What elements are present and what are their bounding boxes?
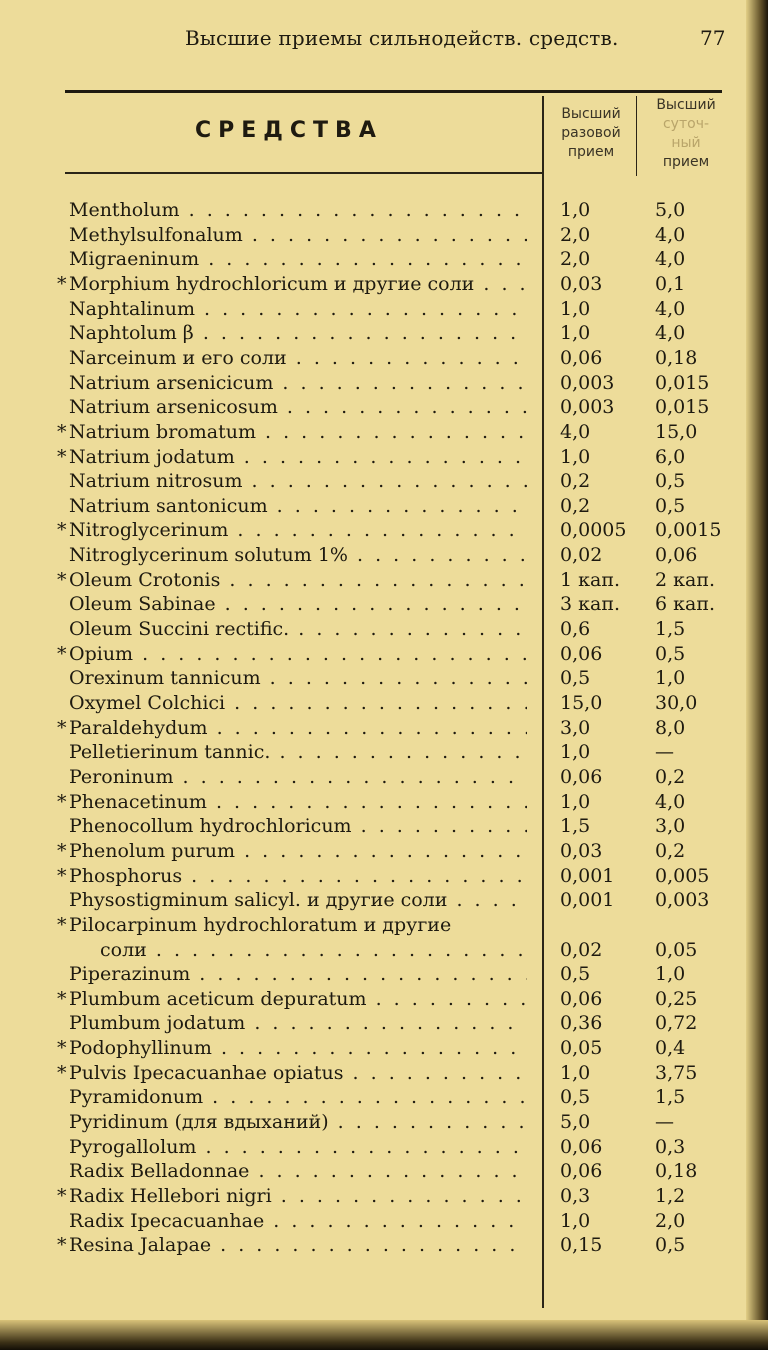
remedy-name: Mentholum . . . — [69, 198, 527, 223]
single-dose-value: 1,0 — [560, 1209, 591, 1232]
remedy-name: Morphium hydrochloricum и другие соли . . . — [69, 272, 527, 297]
column-header-remedies: СРЕДСТВА — [195, 118, 383, 143]
single-dose-value: 2,0 — [560, 248, 591, 271]
single-dose-value: 5,0 — [560, 1111, 591, 1134]
poison-mark: * — [57, 420, 67, 443]
table-row — [0, 1110, 768, 1135]
daily-dose-value: 0,06 — [655, 544, 698, 567]
poison-mark: * — [57, 1185, 67, 1207]
daily-dose-value: 0,3 — [655, 1135, 686, 1158]
daily-dose-value: 6,0 — [655, 445, 686, 468]
poison-mark: * — [57, 272, 67, 295]
remedy-name: Radix Ipecacuanhae . . . — [69, 1209, 527, 1234]
header-line: суточ- — [662, 116, 710, 132]
single-dose-value: 0,06 — [560, 987, 603, 1010]
daily-dose-value: 0,18 — [655, 346, 698, 369]
header-line: ный — [671, 135, 701, 151]
poison-mark: * — [57, 568, 67, 591]
page-bottom-shadow — [0, 1320, 768, 1350]
table-row — [0, 247, 768, 272]
header-bottom-rule — [65, 172, 543, 174]
column-divider — [636, 96, 637, 176]
remedy-name: Pilocarpinum hydrochloratum и другие — [69, 913, 452, 936]
remedy-name: Natrium arsenicosum . . . — [69, 395, 527, 420]
table-row — [0, 987, 768, 1012]
remedy-name: Paraldehydum . . . — [69, 716, 527, 741]
single-dose-value: 1,0 — [560, 741, 591, 764]
remedy-name: Migraeninum . . . — [69, 247, 527, 272]
single-dose-value: 0,001 — [560, 889, 615, 912]
single-dose-value: 1,0 — [560, 790, 591, 813]
table-row — [0, 272, 768, 297]
daily-dose-value: 0,18 — [655, 1160, 698, 1183]
single-dose-value: 0,06 — [560, 1160, 603, 1183]
single-dose-value: 0,5 — [560, 963, 591, 986]
daily-dose-value: 15,0 — [655, 420, 698, 443]
remedy-name: Natrium jodatum . . . — [69, 445, 527, 470]
table-row — [0, 642, 768, 667]
single-dose-value: 0,06 — [560, 642, 603, 665]
remedy-name: Phenocollum hydrochloricum . . . — [69, 814, 527, 839]
remedy-name: Nitroglycerinum . . . — [69, 518, 527, 543]
poison-mark: * — [57, 1234, 67, 1257]
table-row — [0, 469, 768, 494]
remedy-name: Pulvis Ipecacuanhae opiatus . . . — [69, 1061, 527, 1086]
remedy-name: Peroninum . . . — [69, 765, 527, 790]
table-row — [0, 592, 768, 617]
remedy-name: Phenolum purum . . . — [69, 839, 527, 864]
remedy-name: Resina Jalapae . . . — [69, 1233, 527, 1258]
single-dose-value: 0,5 — [560, 1086, 591, 1109]
poison-mark: * — [57, 1061, 67, 1084]
daily-dose-value: 2,0 — [655, 1209, 686, 1232]
single-dose-value: 0,2 — [560, 494, 591, 517]
daily-dose-value: 0,05 — [655, 938, 698, 961]
daily-dose-value: 0,003 — [655, 889, 710, 912]
table-row — [0, 691, 768, 716]
daily-dose-value: 0,0015 — [655, 519, 722, 542]
poison-mark: * — [57, 642, 67, 665]
remedy-name: Plumbum aceticum depuratum . . . — [69, 987, 527, 1012]
single-dose-value: 0,5 — [560, 667, 591, 690]
daily-dose-value: 0,5 — [655, 470, 686, 493]
table-row — [0, 1036, 768, 1061]
daily-dose-value: — — [655, 1111, 674, 1134]
table-row — [0, 814, 768, 839]
header-line: Высший — [561, 106, 621, 122]
single-dose-value: 0,3 — [560, 1185, 591, 1207]
daily-dose-value: 0,72 — [655, 1012, 698, 1035]
single-dose-value: 15,0 — [560, 692, 603, 714]
daily-dose-value: 0,5 — [655, 642, 686, 665]
remedy-name: Pyrogallolum . . . — [69, 1135, 527, 1160]
poison-mark: * — [57, 913, 67, 936]
remedy-name: Natrium nitrosum . . . — [69, 469, 527, 494]
single-dose-value: 0,06 — [560, 1135, 603, 1158]
daily-dose-value: 0,5 — [655, 494, 686, 517]
table-row — [0, 790, 768, 815]
poison-mark: * — [57, 716, 67, 739]
table-row — [0, 617, 768, 642]
daily-dose-value: 1,0 — [655, 963, 686, 986]
remedy-name: Pyramidonum . . . — [69, 1085, 527, 1110]
daily-dose-value: 3,0 — [655, 815, 686, 838]
table-row — [0, 888, 768, 913]
remedy-name: Oxymel Colchici . . . — [69, 691, 527, 716]
table-row — [0, 568, 768, 593]
table-row — [0, 913, 768, 938]
table-row — [0, 543, 768, 568]
table-row — [0, 445, 768, 470]
table-row — [0, 1061, 768, 1086]
table-row — [0, 716, 768, 741]
single-dose-value: 0,02 — [560, 938, 603, 961]
daily-dose-value: 4,0 — [655, 223, 686, 246]
table-row — [0, 321, 768, 346]
table-row — [0, 962, 768, 987]
poison-mark: * — [57, 790, 67, 813]
remedy-name: Oleum Crotonis . . . — [69, 568, 527, 593]
remedy-name: Radix Hellebori nigri . . . — [69, 1184, 527, 1209]
single-dose-value: 1,0 — [560, 199, 591, 221]
remedy-name: Oleum Sabinae . . . — [69, 592, 527, 617]
daily-dose-value: 5,0 — [655, 199, 686, 221]
single-dose-value: 3,0 — [560, 716, 591, 739]
remedy-name: Opium . . . — [69, 642, 527, 667]
header-line: прием — [662, 154, 710, 170]
table-row — [0, 1184, 768, 1209]
remedy-name: Naphtalinum . . . — [69, 297, 527, 322]
remedy-name: Natrium arsenicicum . . . — [69, 371, 527, 396]
remedy-name: соли . . . — [100, 938, 527, 963]
remedy-name: Orexinum tannicum . . . — [69, 666, 527, 691]
daily-dose-value: 0,2 — [655, 839, 686, 862]
table-row — [0, 297, 768, 322]
table-header — [65, 93, 722, 173]
daily-dose-value: 0,4 — [655, 1037, 686, 1060]
single-dose-value: 3 кап. — [560, 593, 621, 616]
remedy-name: Plumbum jodatum . . . — [69, 1011, 527, 1036]
single-dose-value: 0,003 — [560, 371, 615, 394]
single-dose-value: 0,03 — [560, 839, 603, 862]
single-dose-value: 1,0 — [560, 297, 591, 320]
single-dose-value: 1,0 — [560, 445, 591, 468]
single-dose-value: 4,0 — [560, 420, 591, 443]
remedy-name: Pyridinum (для вдыханий) . . . — [69, 1110, 527, 1135]
remedy-name: Natrium bromatum . . . — [69, 420, 527, 445]
table-row — [0, 420, 768, 445]
table-row — [0, 1135, 768, 1160]
table-row — [0, 518, 768, 543]
single-dose-value: 0,003 — [560, 396, 615, 419]
daily-dose-value: 0,2 — [655, 765, 686, 788]
single-dose-value: 0,001 — [560, 864, 615, 887]
table-row — [0, 198, 768, 223]
table-row — [0, 864, 768, 889]
daily-dose-value: 0,1 — [655, 272, 686, 295]
single-dose-value: 0,06 — [560, 765, 603, 788]
table-row — [0, 494, 768, 519]
single-dose-value: 2,0 — [560, 223, 591, 246]
poison-mark: * — [57, 445, 67, 468]
running-head: Высшие приемы сильнодейств. средств. — [185, 26, 619, 50]
remedy-name: Phosphorus . . . — [69, 864, 527, 889]
single-dose-value: 0,03 — [560, 272, 603, 295]
single-dose-value: 1,0 — [560, 1061, 591, 1084]
daily-dose-value: 1,2 — [655, 1185, 686, 1207]
daily-dose-value: 0,25 — [655, 987, 698, 1010]
poison-mark: * — [57, 839, 67, 862]
page-number: 77 — [700, 26, 726, 50]
single-dose-value: 0,0005 — [560, 519, 627, 542]
single-dose-value: 1,5 — [560, 815, 591, 838]
header-line: прием — [567, 144, 615, 160]
daily-dose-value: 0,015 — [655, 396, 710, 419]
daily-dose-value: 4,0 — [655, 297, 686, 320]
poison-mark: * — [57, 1037, 67, 1060]
table-row — [0, 839, 768, 864]
table-row — [0, 346, 768, 371]
daily-dose-value: 30,0 — [655, 692, 698, 714]
single-dose-value: 0,36 — [560, 1012, 603, 1035]
remedy-name: Physostigminum salicyl. и другие соли . . . — [69, 888, 527, 913]
poison-mark: * — [57, 987, 67, 1010]
column-header-single-dose — [543, 105, 639, 162]
single-dose-value: 0,05 — [560, 1037, 603, 1060]
table-row — [0, 1011, 768, 1036]
daily-dose-value: 0,5 — [655, 1234, 686, 1257]
remedy-name: Natrium santonicum . . . — [69, 494, 527, 519]
daily-dose-value: 0,005 — [655, 864, 710, 887]
remedy-name: Podophyllinum . . . — [69, 1036, 527, 1061]
single-dose-value: 1,0 — [560, 322, 591, 345]
daily-dose-value: 4,0 — [655, 790, 686, 813]
poison-mark: * — [57, 864, 67, 887]
single-dose-value: 1 кап. — [560, 568, 621, 591]
daily-dose-value: 2 кап. — [655, 568, 716, 591]
table-row — [0, 223, 768, 248]
single-dose-value: 0,2 — [560, 470, 591, 493]
table-row — [0, 666, 768, 691]
daily-dose-value: — — [655, 741, 674, 764]
remedy-name: Nitroglycerinum solutum 1% . . . — [69, 543, 527, 568]
table-row — [0, 740, 768, 765]
table-row — [0, 938, 768, 963]
remedy-name: Radix Belladonnae . . . — [69, 1159, 527, 1184]
table-row — [0, 1085, 768, 1110]
daily-dose-value: 1,5 — [655, 618, 686, 641]
remedy-name: Phenacetinum . . . — [69, 790, 527, 815]
daily-dose-value: 6 кап. — [655, 593, 716, 616]
poison-mark: * — [57, 519, 67, 542]
single-dose-value: 0,6 — [560, 618, 591, 641]
daily-dose-value: 1,0 — [655, 667, 686, 690]
header-line: разовой — [561, 125, 621, 141]
remedy-name: Methylsulfonalum . . . — [69, 223, 527, 248]
remedy-name: Naphtolum β . . . — [69, 321, 527, 346]
header-line: Высший — [656, 97, 716, 113]
remedy-name: Narceinum и его соли . . . — [69, 346, 527, 371]
daily-dose-value: 4,0 — [655, 248, 686, 271]
table-row — [0, 765, 768, 790]
daily-dose-value: 4,0 — [655, 322, 686, 345]
table-row — [0, 1159, 768, 1184]
remedy-name: Pelletierinum tannic. . . . — [69, 740, 527, 765]
single-dose-value: 0,06 — [560, 346, 603, 369]
single-dose-value: 0,02 — [560, 544, 603, 567]
remedy-name: Piperazinum . . . — [69, 962, 527, 987]
daily-dose-value: 1,5 — [655, 1086, 686, 1109]
daily-dose-value: 3,75 — [655, 1061, 698, 1084]
remedy-name: Oleum Succini rectific. . . . — [69, 617, 527, 642]
table-row — [0, 371, 768, 396]
daily-dose-value: 8,0 — [655, 716, 686, 739]
table-row — [0, 1233, 768, 1258]
column-header-daily-dose — [643, 96, 729, 172]
single-dose-value: 0,15 — [560, 1234, 603, 1257]
table-row — [0, 1209, 768, 1234]
daily-dose-value: 0,015 — [655, 371, 710, 394]
table-row — [0, 395, 768, 420]
